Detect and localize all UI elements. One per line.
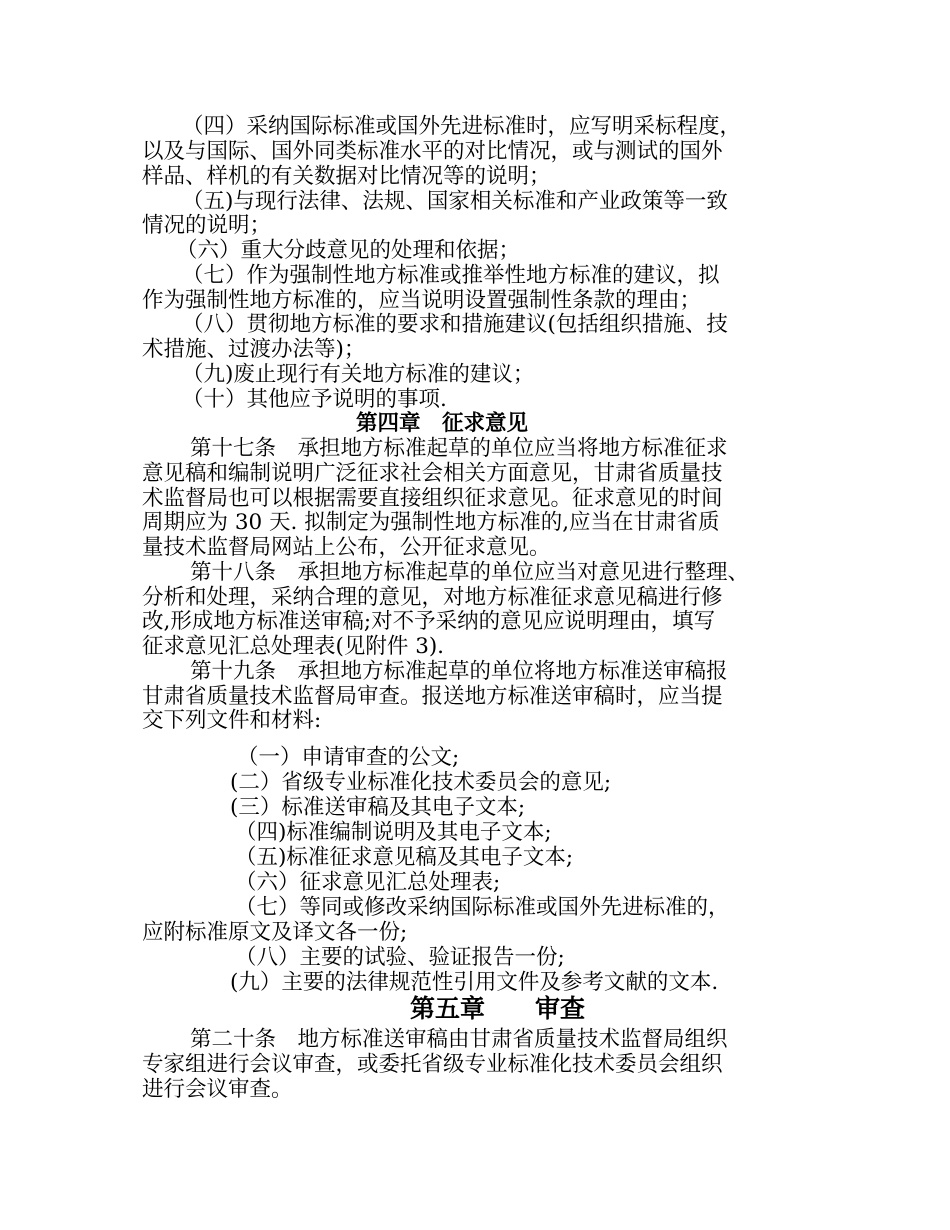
list-item: (三）标准送审稿及其电子文本; (230, 795, 526, 820)
text-line: 甘肃省质量技术监督局审查。报送地方标准送审稿时，应当提 (142, 684, 723, 709)
text-line: 术监督局也可以根据需要直接组织征求意见。征求意见的时间 (142, 486, 723, 511)
text-line: 改,形成地方标准送审稿;对不予采纳的意见应说明理由，填写 (142, 609, 716, 634)
text-line: （七）作为强制性地方标准或推举性地方标准的建议，拟 (182, 263, 720, 288)
list-item: （一）申请审查的公文; (237, 745, 460, 770)
list-item: （八）主要的试验、验证报告一份; (235, 945, 565, 970)
text-line: 第十七条 承担地方标准起草的单位应当将地方标准征求 (190, 436, 728, 461)
text-line: 交下列文件和材料: (142, 708, 322, 733)
text-line: 样品、样机的有关数据对比情况等的说明； (142, 164, 551, 189)
text-line: 量技术监督局网站上公布，公开征求意见。 (142, 535, 551, 560)
text-line: 征求意见汇总处理表(见附件 3)． (142, 634, 459, 659)
text-line: 应附标准原文及译文各一份; (142, 920, 408, 945)
list-item: （六）征求意见汇总处理表; (235, 870, 501, 895)
text-line: 进行会议审查。 (142, 1077, 293, 1102)
text-line: 周期应为 30 天. 拟制定为强制性地方标准的,应当在甘肃省质 (142, 510, 720, 535)
list-item: (二）省级专业标准化技术委员会的意见; (230, 770, 612, 795)
list-item: （七）等同或修改采纳国际标准或国外先进标准的， (235, 895, 730, 920)
list-item: （四)标准编制说明及其电子文本; (235, 820, 552, 845)
text-line: （四）采纳国际标准或国外先进标准时，应写明采标程度， (182, 114, 742, 139)
text-line: 专家组进行会议审查，或委托省级专业标准化技术委员会组织 (142, 1052, 723, 1077)
text-line: （六）重大分歧意见的处理和依据； (176, 238, 521, 263)
text-line: 术措施、过渡办法等)； (142, 337, 366, 362)
text-line: 意见稿和编制说明广泛征求社会相关方面意见，甘肃省质量技 (142, 461, 723, 486)
text-line: 第十八条 承担地方标准起草的单位应当对意见进行整理、 (190, 560, 750, 585)
chapter-heading: 第四章 征求意见 (356, 411, 529, 436)
text-line: （十）其他应予说明的事项. (182, 387, 447, 412)
text-line: （九)废止现行有关地方标准的建议； (182, 362, 535, 387)
chapter-heading: 第五章 审查 (410, 994, 586, 1023)
text-line: 第二十条 地方标准送审稿由甘肃省质量技术监督局组织 (190, 1027, 728, 1052)
text-line: 情况的说明； (142, 213, 272, 238)
text-line: 以及与国际、国外同类标准水平的对比情况，或与测试的国外 (142, 139, 723, 164)
text-line: 作为强制性地方标准的，应当说明设置强制性条款的理由； (142, 288, 702, 313)
text-line: （五)与现行法律、法规、国家相关标准和产业政策等一致 (182, 189, 728, 214)
text-line: （八）贯彻地方标准的要求和措施建议(包括组织措施、技 (182, 312, 728, 337)
text-line: 分析和处理，采纳合理的意见，对地方标准征求意见稿进行修 (142, 585, 723, 610)
list-item: （五)标准征求意见稿及其电子文本; (235, 845, 574, 870)
text-line: 第十九条 承担地方标准起草的单位将地方标准送审稿报 (190, 659, 728, 684)
list-item: (九）主要的法律规范性引用文件及参考文献的文本. (230, 970, 719, 995)
